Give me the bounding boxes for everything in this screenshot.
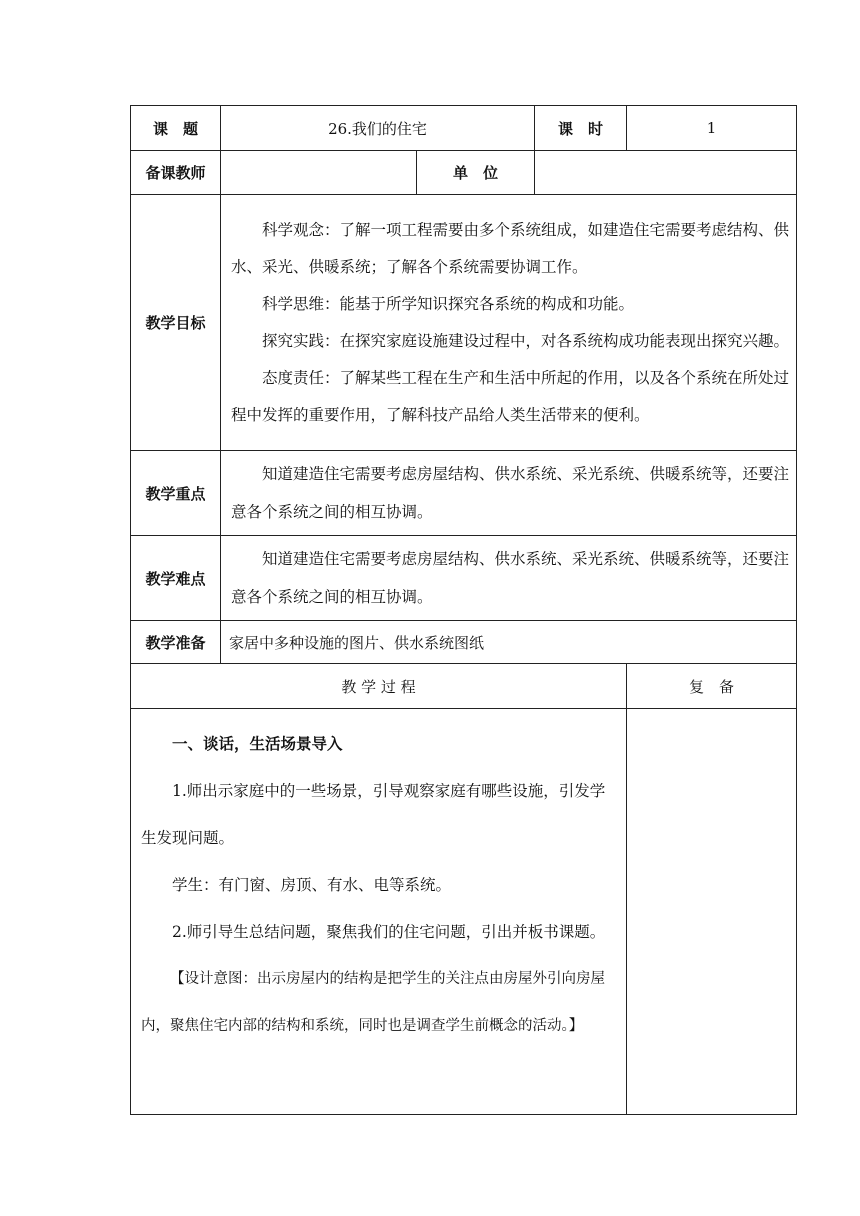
lesson-plan [130, 105, 797, 1115]
unit-value [535, 151, 797, 195]
row-topic [131, 106, 797, 151]
row-process-header [131, 664, 797, 709]
row-teacher [131, 151, 797, 195]
design-intent: 【设计意图：出示房屋内的结构是把学生的关注点由房屋外引向房屋内，聚焦住宅内部的结构和系统，同时也是调查学生前概念的活动。】 [141, 971, 605, 1034]
teacher-label: 备课教师 [131, 151, 221, 195]
student-answer: 学生：有门窗、房顶、有水、电等系统。 [172, 876, 452, 894]
topic-value: 26.我们的住宅 [221, 106, 535, 151]
step-1: 1.师出示家庭中的一些场景，引导观察家庭有哪些设施，引发学生发现问题。 [141, 782, 606, 847]
period-value: 1 [627, 106, 797, 151]
notes-header: 复 备 [627, 664, 797, 709]
process-content [131, 709, 627, 1115]
objectives-content [221, 195, 797, 451]
section-title: 一、谈话，生活场景导入 [172, 735, 343, 753]
objective-attitude: 态度责任：了解某些工程在生产和生活中所起的作用，以及各个系统在所处过程中发挥的重要作用，了解科技产品给人类生活带来的便利。 [231, 368, 790, 424]
objective-practice: 探究实践：在探究家庭设施建设过程中，对各系统构成功能表现出探究兴趣。 [262, 331, 790, 350]
difficulties-content [221, 536, 797, 621]
objective-concept: 科学观念：了解一项工程需要由多个系统组成，如建造住宅需要考虑结构、供水、采光、供暖系统；了解各个系统需要协调工作。 [231, 220, 790, 276]
topic-label: 课 题 [131, 106, 221, 151]
row-key-points [131, 451, 797, 536]
unit-label: 单 位 [417, 151, 535, 195]
objective-thinking: 科学思维：能基于所学知识探究各系统的构成和功能。 [262, 294, 635, 313]
key-points-content [221, 451, 797, 536]
preparation-label: 教学准备 [131, 621, 221, 664]
preparation-text: 家居中多种设施的图片、供水系统图纸 [221, 621, 797, 664]
teacher-value [221, 151, 417, 195]
row-process-body [131, 709, 797, 1115]
row-difficulties [131, 536, 797, 621]
process-header: 教 学 过 程 [131, 664, 627, 709]
key-points-text: 知道建造住宅需要考虑房屋结构、供水系统、采光系统、供暖系统等，还要注意各个系统之间的相互协调。 [231, 465, 790, 521]
notes-content [627, 709, 797, 1115]
key-points-label: 教学重点 [131, 451, 221, 536]
period-label: 课 时 [535, 106, 627, 151]
row-objectives [131, 195, 797, 451]
difficulties-label: 教学难点 [131, 536, 221, 621]
objectives-label: 教学目标 [131, 195, 221, 451]
row-preparation [131, 621, 797, 664]
step-2: 2.师引导生总结问题，聚焦我们的住宅问题，引出并板书课题。 [172, 923, 606, 941]
difficulties-text: 知道建造住宅需要考虑房屋结构、供水系统、采光系统、供暖系统等，还要注意各个系统之间的相互协调。 [231, 550, 790, 606]
